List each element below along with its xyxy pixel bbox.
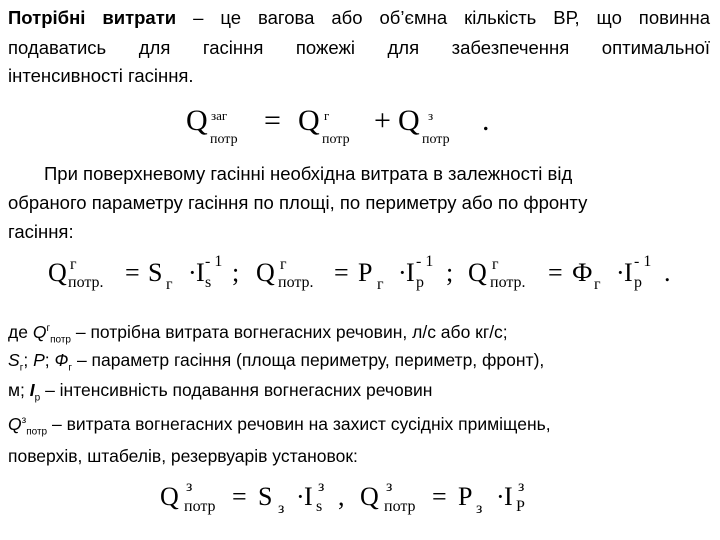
f2-g3: г	[594, 276, 601, 293]
f3-comma: ,	[338, 482, 345, 511]
f2-i3: I	[624, 258, 633, 287]
f2-sub2: потр.	[278, 274, 314, 291]
f2-sup1: г	[70, 256, 77, 273]
f1-sup-z: з	[428, 108, 434, 123]
f2-phi: Ф	[572, 258, 593, 287]
f2-i1: I	[196, 258, 205, 287]
f1-eq: =	[264, 104, 281, 137]
def-qz-symbol: Q	[8, 414, 22, 434]
f1-q2: Q	[298, 104, 320, 137]
f3-subz1: з	[278, 500, 285, 517]
f2-exp1: - 1	[205, 253, 223, 270]
f2-exp2: - 1	[416, 253, 434, 270]
f2-exp3: - 1	[634, 253, 652, 270]
f1-sub2: потр	[322, 132, 350, 147]
f2-q3: Q	[468, 258, 487, 287]
f2-eq1: =	[125, 258, 140, 287]
f3-sub2: потр	[384, 498, 416, 515]
f2-eq2: =	[334, 258, 349, 287]
f2-semi2: ;	[446, 258, 454, 287]
f3-s: S	[258, 482, 273, 511]
f2-g2: г	[377, 276, 384, 293]
f1-dot: .	[482, 104, 490, 137]
def-line-1: де $Q^г_{потр}$ – потрібна витрата вогнегасних речовин, л/с або кг/с;	[8, 322, 508, 346]
f3-i1: I	[304, 482, 313, 511]
f2-q1: Q	[48, 258, 67, 287]
f1-q3: Q	[398, 104, 420, 137]
intro-line-1: Потрібні витрати – це вагова або об’ємна кількість ВР, що повинна	[8, 7, 710, 28]
def-line-5: поверхів, штабелів, резервуарів установок:	[8, 446, 358, 466]
intro-line-2: подаватись для гасіння пожежі для забезпечення оптимальної	[8, 37, 710, 58]
f2-g1: г	[166, 276, 173, 293]
def-phi-symbol: Ф	[54, 350, 69, 370]
f2-sub3: потр.	[490, 274, 526, 291]
f3-eq1: =	[232, 482, 247, 511]
f2-dot: .	[664, 258, 671, 287]
def-i-symbol: I	[29, 380, 35, 400]
def-p-symbol: P	[33, 350, 45, 370]
f1-plus: +	[374, 104, 391, 137]
surface-line-2: обраного параметру гасіння по площі, по периметру або по фронту	[8, 192, 588, 213]
def-q-symbol: Q	[32, 322, 47, 342]
f3-q1: Q	[160, 482, 179, 511]
f2-subp2: p	[634, 274, 642, 291]
f2-sub1: потр.	[68, 274, 104, 291]
f2-subs: s	[205, 274, 212, 291]
f3-cdot2: ·	[496, 482, 505, 511]
f3-sup2: з	[386, 478, 393, 495]
f3-i2: I	[504, 482, 513, 511]
surface-line-3: гасіння:	[8, 221, 74, 242]
f3-sup-i2: з	[518, 478, 525, 495]
f2-p: P	[358, 258, 373, 287]
f1-q1: Q	[186, 104, 208, 137]
f2-cdot2: ·	[398, 258, 407, 287]
f3-q2: Q	[360, 482, 379, 511]
f3-p: P	[458, 482, 473, 511]
f2-semi1: ;	[232, 258, 240, 287]
f3-subz2: з	[476, 500, 483, 517]
f3-cdot1: ·	[296, 482, 305, 511]
f3-subs: s	[316, 498, 323, 515]
f2-cdot3: ·	[616, 258, 625, 287]
f2-i2: I	[406, 258, 415, 287]
f3-eq2: =	[432, 482, 447, 511]
surface-line-1: При поверхневому гасінні необхідна витрата в залежності від	[44, 163, 573, 184]
f3-sup-i1: з	[318, 478, 325, 495]
f1-sup-total: заг	[211, 108, 228, 123]
f1-sub1: потр	[210, 132, 238, 147]
def-line-4: $Q^з_{потр}$ – витрата вогнегасних речовин на захист сусідніх приміщень,	[8, 414, 551, 438]
def-s-symbol: S	[8, 350, 20, 370]
f3-subp: P	[516, 498, 525, 515]
f2-eq3: =	[548, 258, 563, 287]
f2-subp1: p	[416, 274, 424, 291]
f3-sup1: з	[186, 478, 193, 495]
intro-line-3: інтенсивності гасіння.	[8, 65, 194, 86]
clipped-line-mask	[0, 466, 720, 476]
f2-q2: Q	[256, 258, 275, 287]
f1-sub3: потр	[422, 132, 450, 147]
term-required-flow: Потрібні витрати	[8, 7, 177, 28]
f2-sup3: г	[492, 256, 499, 273]
f1-sup-g: г	[324, 108, 330, 123]
f3-sub1: потр	[184, 498, 216, 515]
def-line-3: м; $I_р$ – інтенсивність подавання вогнегасних речовин	[8, 380, 433, 404]
f2-sup2: г	[280, 256, 287, 273]
f2-cdot1: ·	[188, 258, 197, 287]
f2-s: S	[148, 258, 163, 287]
def-line-2: $S_г$; P; $Ф_г$ – параметр гасіння (площа периметру, периметр, фронт),	[8, 350, 545, 374]
